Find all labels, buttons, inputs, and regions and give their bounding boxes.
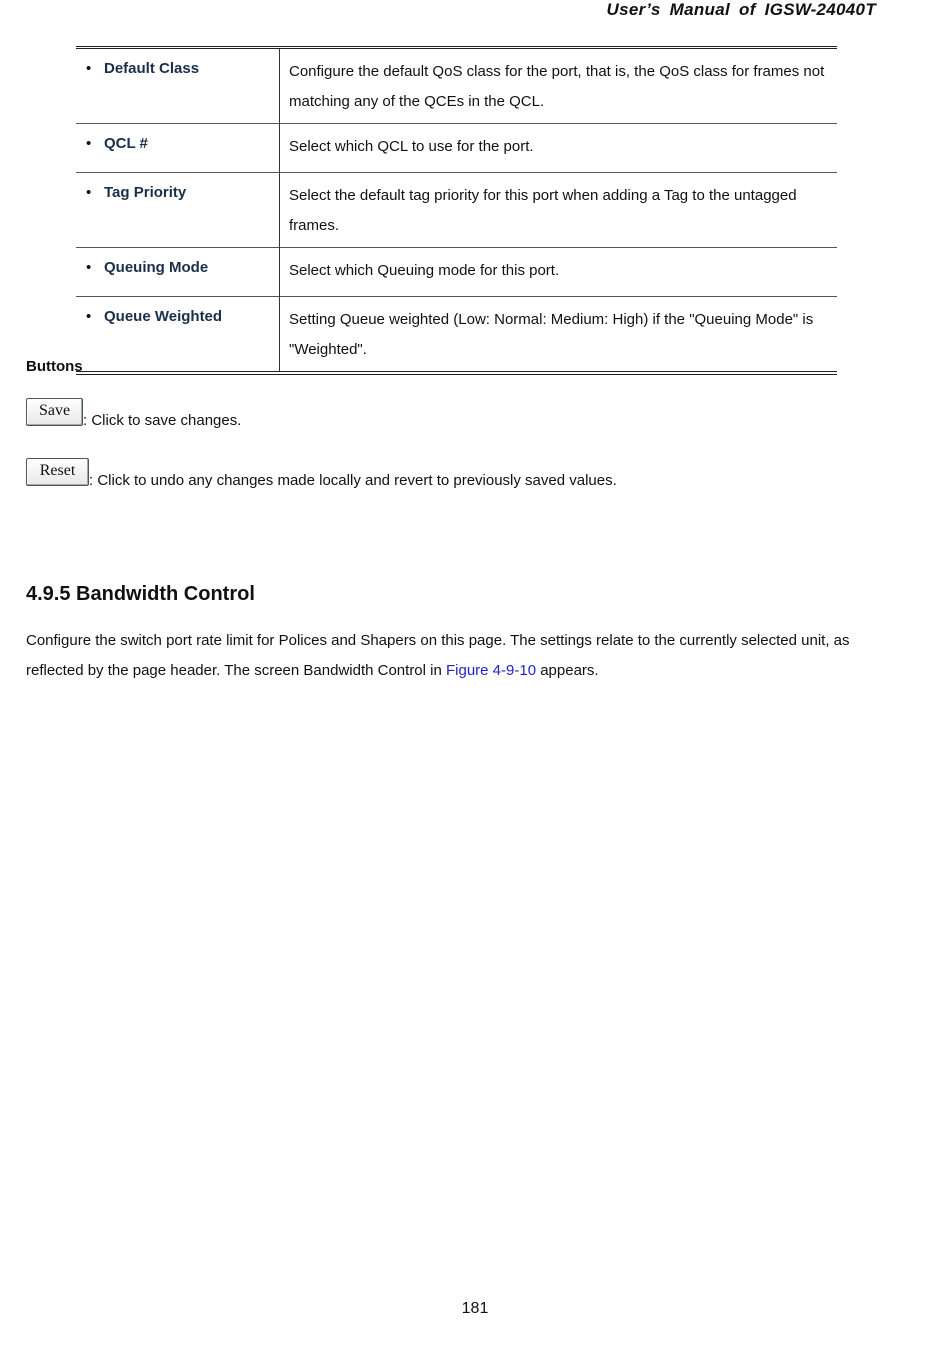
parameter-description: Select which QCL to use for the port. bbox=[289, 138, 534, 155]
save-button-description: : Click to save changes. bbox=[83, 412, 242, 429]
parameter-name: Tag Priority bbox=[104, 184, 187, 201]
parameter-description: Select which Queuing mode for this port. bbox=[289, 262, 560, 279]
parameter-description: Setting Queue weighted (Low: Normal: Medium: High) if the "Queuing Mode" is "Weighted". bbox=[289, 311, 814, 358]
reset-button-row bbox=[26, 458, 617, 489]
save-button[interactable]: Save bbox=[26, 398, 83, 426]
bullet-icon: • bbox=[86, 60, 92, 77]
bullet-icon: • bbox=[86, 259, 92, 276]
bullet-icon: • bbox=[86, 184, 92, 201]
section-paragraph bbox=[26, 626, 876, 686]
bullet-icon: • bbox=[86, 135, 92, 152]
figure-link[interactable]: Figure 4-9-10 bbox=[446, 662, 537, 679]
parameter-name: Queue Weighted bbox=[104, 308, 223, 325]
table-row bbox=[76, 124, 837, 173]
table-row bbox=[76, 248, 837, 297]
table-row bbox=[76, 48, 837, 124]
manual-header: User’s Manual of IGSW-24040T bbox=[606, 0, 876, 19]
parameter-name: Default Class bbox=[104, 60, 200, 77]
buttons-section-label: Buttons bbox=[26, 358, 83, 375]
table-row bbox=[76, 297, 837, 374]
parameter-name: Queuing Mode bbox=[104, 259, 209, 276]
parameter-table bbox=[76, 46, 837, 375]
save-button-row bbox=[26, 398, 241, 429]
section-heading: 4.9.5 Bandwidth Control bbox=[26, 583, 255, 605]
reset-button-description: : Click to undo any changes made locally and revert to previously saved values. bbox=[89, 472, 617, 489]
parameter-description: Configure the default QoS class for the port, that is, the QoS class for frames not matching any of the QCEs in the QCL. bbox=[289, 63, 825, 110]
page-number: 181 bbox=[461, 1300, 489, 1317]
parameter-name: QCL # bbox=[104, 135, 148, 152]
parameter-description: Select the default tag priority for this port when adding a Tag to the untagged frames. bbox=[289, 187, 797, 234]
paragraph-text-end: appears. bbox=[536, 662, 599, 679]
bullet-icon: • bbox=[86, 308, 92, 325]
reset-button[interactable]: Reset bbox=[26, 458, 89, 486]
paragraph-text: Configure the switch port rate limit for Polices and Shapers on this page. The settings relate to the currently selected unit, as reflected by the page header. The screen Bandwidth Control in bbox=[26, 632, 850, 679]
table-row bbox=[76, 173, 837, 248]
